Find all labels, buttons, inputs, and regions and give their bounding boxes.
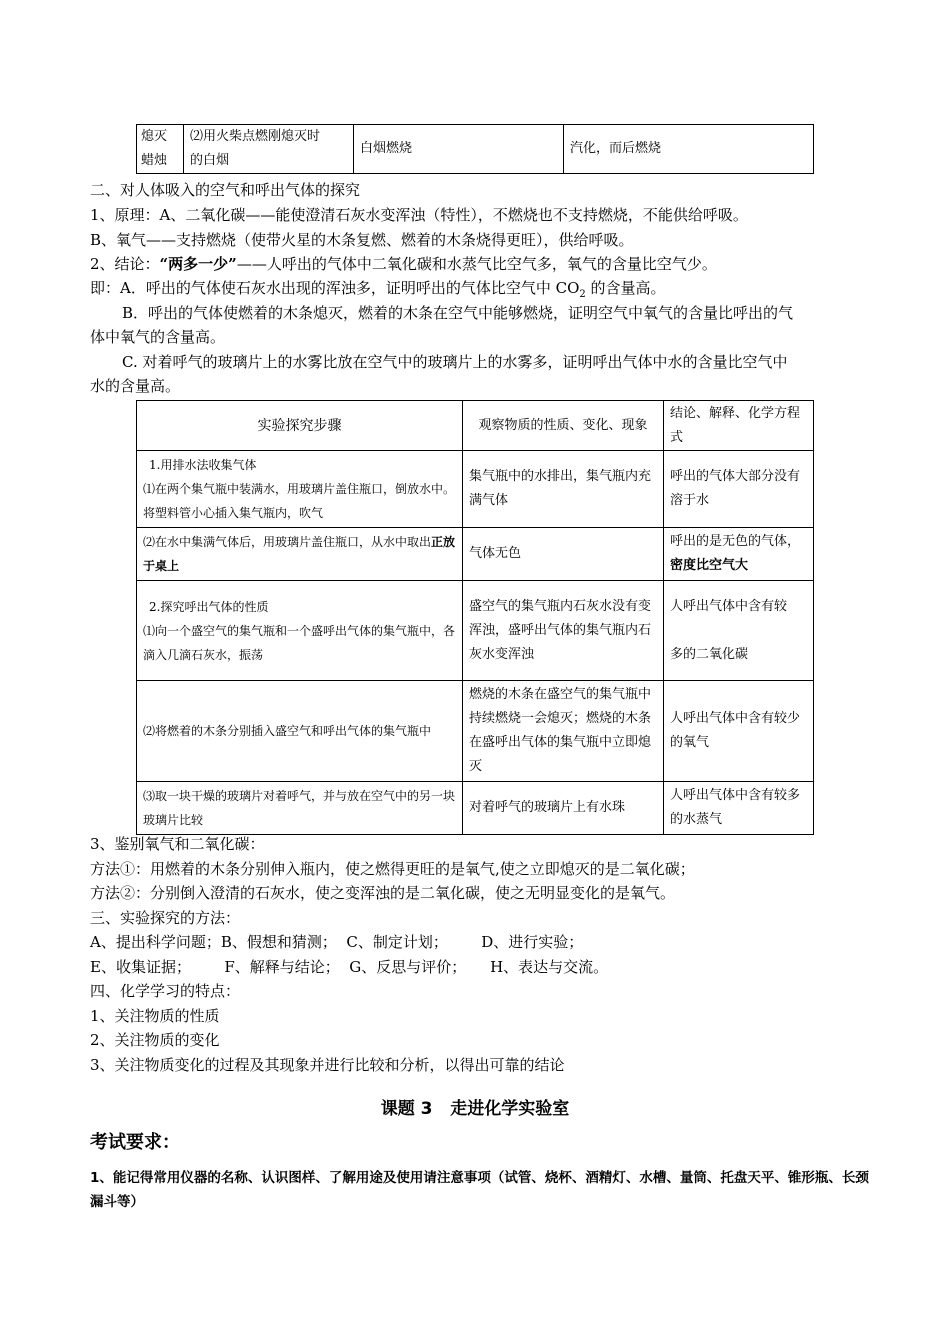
- paragraph: A、提出科学问题；B、假想和猜测； C、制定计划； D、进行实验；: [90, 933, 584, 951]
- table-cell: 汽化，而后燃烧: [564, 125, 814, 174]
- table-cell: 对着呼气的玻璃片上有水珠: [463, 782, 664, 835]
- table-cell: [137, 528, 463, 581]
- paragraph: 3、鉴别氧气和二氧化碳：: [90, 835, 265, 853]
- table-header-row: [137, 401, 814, 451]
- paragraph: E、收集证据； F、解释与结论； G、反思与评价； H、表达与交流。: [90, 958, 609, 976]
- paragraph: 体中氧气的含量高。: [90, 328, 226, 346]
- section-heading: 二、对人体吸入的空气和呼出气体的探究: [90, 181, 361, 199]
- list-item: 2、关注物质的变化: [90, 1031, 220, 1049]
- table-row: [137, 125, 814, 174]
- table-cell: 人呼出气体中含有较少的氧气: [664, 681, 814, 782]
- text: 即：A．呼出的气体使石灰水出现的浑浊多，证明呼出的气体比空气中 CO: [90, 279, 580, 297]
- table-cell: [137, 451, 463, 528]
- cell-text: 人呼出气体中含有较: [670, 598, 788, 614]
- paragraph: 1、原理：A、二氧化碳——能使澄清石灰水变浑浊（特性），不燃烧也不支持燃烧，不能供给呼吸。: [90, 206, 748, 224]
- cell-text: 熄灭: [141, 129, 168, 144]
- lesson-title: 课题 3 走进化学实验室: [380, 1099, 570, 1119]
- table-cell: [664, 528, 814, 581]
- cell-text: 2.探究呼出气体的性质: [149, 599, 269, 614]
- table-cell: [137, 581, 463, 681]
- table-cell: ⑵将燃着的木条分别插入盛空气和呼出气体的集气瓶中: [137, 681, 463, 782]
- conclusion-line: [90, 252, 870, 276]
- experiment-table: [136, 400, 814, 835]
- column-header: 观察物质的性质、变化、现象: [463, 401, 664, 451]
- table-row: [137, 581, 814, 681]
- paragraph: B．呼出的气体使燃着的木条熄灭，燃着的木条在空气中能够燃烧，证明空气中氧气的含量比呼出的气: [122, 304, 794, 322]
- section-heading: 三、实验探究的方法：: [90, 909, 241, 927]
- cell-text: ⑴在两个集气瓶中装满水，用玻璃片盖住瓶口，倒放水中。将塑料管小心插入集气瓶内，吹气: [143, 482, 456, 520]
- subscript: 2: [579, 289, 586, 300]
- list-item: 3、关注物质变化的过程及其现象并进行比较和分析，以得出可靠的结论: [90, 1056, 565, 1074]
- table-row: [137, 782, 814, 835]
- list-item: 1、关注物质的性质: [90, 1007, 220, 1025]
- exam-requirements-title: 考试要求：: [90, 1132, 180, 1153]
- text: ——人呼出的气体中二氧化碳和水蒸气比空气多，氧气的含量比空气少。: [236, 255, 717, 273]
- cell-text: 呼出的是无色的气体，: [670, 534, 801, 549]
- table-cell: ⑶取一块干燥的玻璃片对着呼气，并与放在空气中的另一块玻璃片比较: [137, 782, 463, 835]
- bold-text: 密度比空气大: [670, 558, 749, 573]
- cell-text: ⑴向一个盛空气的集气瓶和一个盛呼出气体的集气瓶中，各滴入几滴石灰水，振荡: [143, 623, 456, 662]
- bold-text: 正放于桌上: [143, 535, 456, 573]
- section-heading: 四、化学学习的特点：: [90, 982, 241, 1000]
- paragraph: B、氧气——支持燃烧（使带火星的木条复燃、燃着的木条烧得更旺），供给呼吸。: [90, 231, 634, 249]
- table-row: [137, 451, 814, 528]
- paragraph: 水的含量高。: [90, 377, 181, 395]
- table-row: [137, 681, 814, 782]
- cell-text: ⑵用火柴点燃刚熄灭时: [190, 129, 321, 144]
- table-cell: 人呼出气体中含有较多的水蒸气: [664, 782, 814, 835]
- table-cell: 气体无色: [463, 528, 664, 581]
- table-cell: 呼出的气体大部分没有溶于水: [664, 451, 814, 528]
- cell-text: 的白烟: [190, 153, 230, 168]
- table-cell: [184, 125, 354, 174]
- text: 2、结论：: [90, 255, 160, 273]
- table-cell: 燃烧的木条在盛空气的集气瓶中持续燃烧一会熄灭；燃烧的木条在盛呼出气体的集气瓶中立即熄灭: [463, 681, 664, 782]
- cell-text: 1.用排水法收集气体: [149, 458, 257, 472]
- cell-text: ⑵在水中集满气体后，用玻璃片盖住瓶口，从水中取出: [143, 535, 432, 549]
- table-cell: 盛空气的集气瓶内石灰水没有变浑浊，盛呼出气体的集气瓶内石灰水变浑浊: [463, 581, 664, 681]
- table-cell: [664, 581, 814, 681]
- paragraph: 方法①：用燃着的木条分别伸入瓶内，使之燃得更旺的是氧气,使之立即熄灭的是二氧化碳；: [90, 860, 695, 878]
- candle-table: [136, 124, 814, 174]
- bold-text: “两多一少”: [159, 255, 237, 273]
- text: 的含量高。: [585, 279, 666, 297]
- exam-requirement-item: 1、能记得常用仪器的名称、认识图样、了解用途及使用请注意事项（试管、烧杯、酒精灯、水槽、量筒、托盘天平、锥形瓶、长颈漏斗等）: [90, 1170, 869, 1210]
- table-row: [137, 528, 814, 581]
- table-cell: 集气瓶中的水排出，集气瓶内充满气体: [463, 451, 664, 528]
- paragraph: 方法②：分别倒入澄清的石灰水，使之变浑浊的是二氧化碳，使之无明显变化的是氧气。: [90, 884, 676, 902]
- cell-text: 蜡烛: [141, 153, 168, 168]
- column-header: 结论、解释、化学方程式: [664, 401, 814, 451]
- column-header: 实验探究步骤: [137, 401, 463, 451]
- paragraph: C. 对着呼气的玻璃片上的水雾比放在空气中的玻璃片上的水雾多，证明呼出气体中水的含量比空气中: [122, 353, 788, 371]
- table-cell: [137, 125, 184, 174]
- cell-text: 多的二氧化碳: [670, 646, 749, 662]
- table-cell: 白烟燃烧: [354, 125, 564, 174]
